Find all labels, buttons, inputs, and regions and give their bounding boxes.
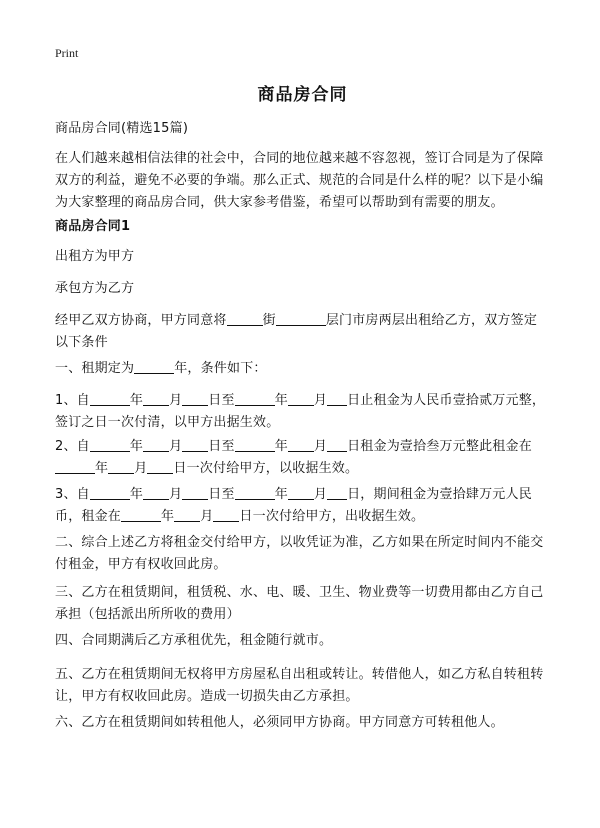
item-3-text: 3、自 [55,487,90,502]
blank [121,507,161,522]
blank [90,485,130,500]
item-2-text: 2、自 [55,439,90,454]
blank [143,391,169,406]
blank [327,437,347,452]
blank [55,459,95,474]
item-1 [55,390,550,434]
item-3-text: 年 [161,509,175,524]
item-2-text: 年 [95,461,109,476]
print-link[interactable]: Print [55,46,79,60]
agreement-paragraph [55,310,550,354]
agreement-text-3: 层门市房两层出租给乙方，双方签定以下条件 [55,313,538,350]
item-2-text: 年 [274,439,288,454]
item-3-text: 日，期间租金为壹拾肆万元人民币，租金在 [55,487,532,524]
blank [90,437,130,452]
lessor-line: 出租方为甲方 [55,249,135,264]
item-2-text: 月 [313,439,328,454]
item-1-text: 日至 [208,393,235,408]
blank [235,391,275,406]
clause-6: 六、乙方在租赁期间如转租他人，必须同甲方协商。甲方同意方可转租他人。 [55,715,504,730]
page-title: 商品房合同 [257,85,348,105]
item-1-text: 日止租金为人民币壹拾贰万元整，签订之日一次付清，以甲方出据生效。 [55,393,546,430]
item-2-text: 日一次付给甲方，以收据生效。 [173,461,359,476]
blank [143,485,169,500]
street-blank [227,311,263,326]
clause-2: 二、综合上述乙方将租金交付给甲方，以收凭证为准，乙方如果在所定时间内不能交付租金，甲方有权收回此房。 [55,535,544,572]
agreement-text-2: 街 [262,313,276,328]
section-heading: 商品房合同1 [55,219,131,234]
blank [327,391,347,406]
blank [174,507,200,522]
item-3-text: 月 [200,509,214,524]
item-1-text: 年 [274,393,288,408]
item-3-text: 年 [274,487,288,502]
blank [182,437,208,452]
blank [182,485,208,500]
item-3-text: 月 [169,487,183,502]
clause-1-text-2: 年，条件如下： [174,361,267,376]
item-1-text: 月 [169,393,183,408]
years-blank [134,359,174,374]
item-2-text: 日租金为壹拾叁万元整此租金在 [347,439,532,454]
blank [182,391,208,406]
item-2-text: 年 [129,439,144,454]
item-2-text: 日至 [208,439,235,454]
clause-5: 五、乙方在租赁期间无权将甲方房屋私自出租或转让。转借他人，如乙方私自转租转让，甲方有权收回此房。造成一切损失由乙方承担。 [55,667,544,704]
intro-paragraph: 在人们越来越相信法律的社会中，合同的地位越来越不容忽视，签订合同是为了保障双方的利益，避免不必要的争端。那么正式、规范的合同是什么样的呢？以下是小编为大家整理的商品房合同，供大家参考借鉴，希望可以帮助到有需要的朋友。 [55,151,544,210]
blank [90,391,130,406]
item-3-text: 日至 [208,487,235,502]
blank [213,507,239,522]
item-3-text: 日一次付给甲方，出收据生效。 [239,509,425,524]
agreement-text-1: 经甲乙双方协商，甲方同意将 [55,313,227,328]
clause-3: 三、乙方在租赁期间，租赁税、水、电、暖、卫生、物业费等一切费用都由乙方自己承担（包括派出所所收的费用） [55,585,544,622]
item-1-text: 年 [129,393,144,408]
item-1-text: 1、自 [55,393,90,408]
lessee-line: 承包方为乙方 [55,281,135,296]
address-blank [276,311,326,326]
blank [288,391,314,406]
blank [108,459,134,474]
item-2 [55,436,550,480]
item-1-text: 月 [313,393,328,408]
item-3 [55,484,550,528]
clause-4: 四、合同期满后乙方承租优先，租金随行就市。 [55,633,333,648]
clause-1 [55,358,550,380]
subtitle: 商品房合同(精选15篇) [55,121,189,136]
blank [235,485,275,500]
blank [147,459,173,474]
blank [288,485,314,500]
blank [235,437,275,452]
blank [143,437,169,452]
item-3-text: 月 [313,487,328,502]
item-2-text: 月 [169,439,183,454]
clause-1-text-1: 一、租期定为 [55,361,135,376]
blank [288,437,314,452]
item-2-text: 月 [134,461,148,476]
item-3-text: 年 [129,487,144,502]
blank [327,485,347,500]
